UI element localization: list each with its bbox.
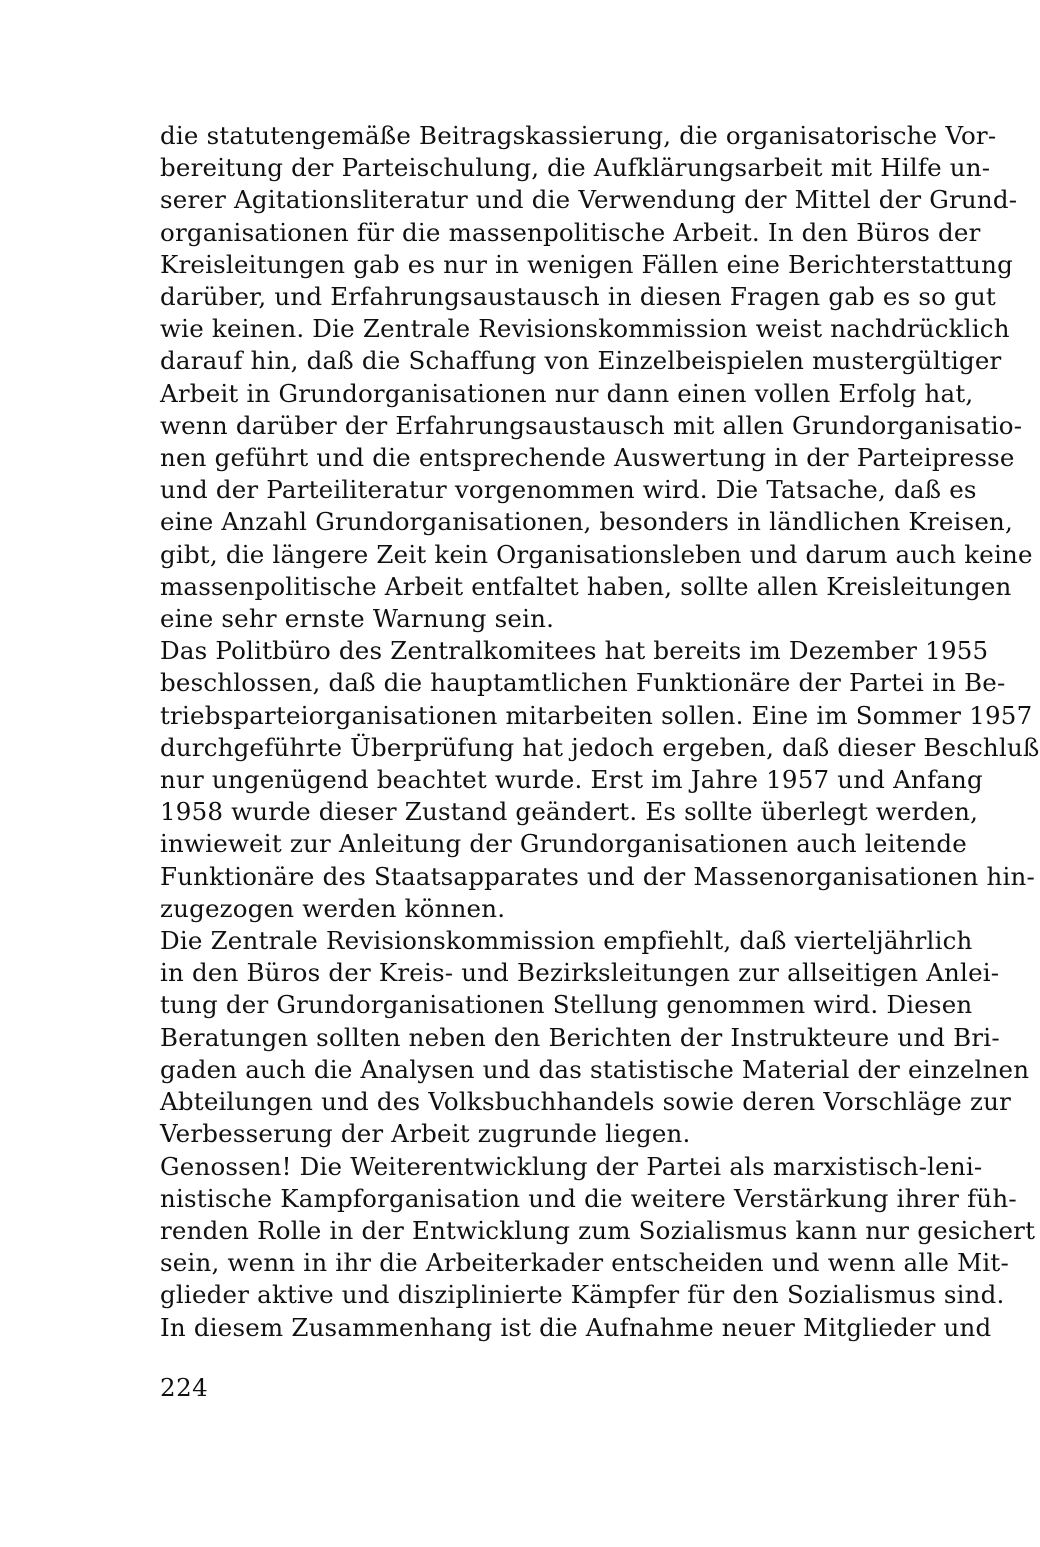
text-line: Abteilungen und des Volksbuchhandels sowie deren Vorschläge zur	[160, 1087, 1011, 1117]
text-line: wenn darüber der Erfahrungsaustausch mit allen Grundorganisatio-	[160, 410, 1023, 440]
text-line: 1958 wurde dieser Zustand geändert. Es sollte überlegt werden,	[160, 797, 979, 827]
text-line: und der Parteiliteratur vorgenommen wird. Die Tatsache, daß es	[160, 475, 977, 505]
text-line: eine Anzahl Grundorganisationen, besonders in ländlichen Kreisen,	[160, 507, 1013, 537]
text-line: darauf hin, daß die Schaffung von Einzelbeispielen mustergültiger	[160, 346, 1002, 376]
text-line: nur ungenügend beachtet wurde. Erst im Jahre 1957 und Anfang	[160, 765, 983, 795]
text-line: gibt, die längere Zeit kein Organisationsleben und darum auch keine	[160, 539, 1033, 569]
text-line: Funktionäre des Staatsapparates und der Massenorganisationen hin-	[160, 861, 1035, 891]
text-line-paragraph-start: Das Politbüro des Zentralkomitees hat bereits im Dezember 1955	[160, 636, 989, 666]
text-line-paragraph-end: zugezogen werden können.	[160, 893, 506, 923]
text-line: inwieweit zur Anleitung der Grundorganisationen auch leitende	[160, 829, 967, 859]
text-line: Arbeit in Grundorganisationen nur dann einen vollen Erfolg hat,	[160, 378, 974, 408]
text-line-paragraph-start: Die Zentrale Revisionskommission empfiehlt, daß vierteljährlich	[160, 926, 973, 956]
text-line: nistische Kampforganisation und die weitere Verstärkung ihrer füh-	[160, 1183, 1017, 1213]
page-number: 224	[160, 1373, 209, 1402]
text-line: tung der Grundorganisationen Stellung genommen wird. Diesen	[160, 990, 973, 1020]
text-line: massenpolitische Arbeit entfaltet haben, sollte allen Kreisleitungen	[160, 571, 1012, 601]
text-line: beschlossen, daß die hauptamtlichen Funktionäre der Partei in Be-	[160, 668, 1006, 698]
text-line: in den Büros der Kreis- und Bezirksleitungen zur allseitigen Anlei-	[160, 958, 1000, 988]
text-line: glieder aktive und disziplinierte Kämpfer für den Sozialismus sind.	[160, 1280, 1005, 1310]
text-line: triebsparteiorganisationen mitarbeiten sollen. Eine im Sommer 1957	[160, 700, 1033, 730]
text-line: wie keinen. Die Zentrale Revisionskommission weist nachdrücklich	[160, 314, 1010, 344]
text-line: sein, wenn in ihr die Arbeiterkader entscheiden und wenn alle Mit-	[160, 1248, 1009, 1278]
text-line: In diesem Zusammenhang ist die Aufnahme neuer Mitglieder und	[160, 1312, 992, 1342]
text-line: bereitung der Parteischulung, die Aufklärungsarbeit mit Hilfe un-	[160, 153, 991, 183]
text-line: organisationen für die massenpolitische Arbeit. In den Büros der	[160, 217, 981, 247]
body-text	[160, 120, 1040, 1344]
text-line: nen geführt und die entsprechende Auswertung in der Parteipresse	[160, 443, 1015, 473]
text-line: renden Rolle in der Entwicklung zum Sozialismus kann nur gesichert	[160, 1215, 1036, 1245]
text-line: serer Agitationsliteratur und die Verwendung der Mittel der Grund-	[160, 185, 1018, 215]
text-line-paragraph-end: eine sehr ernste Warnung sein.	[160, 604, 555, 634]
text-line: Beratungen sollten neben den Berichten der Instrukteure und Bri-	[160, 1022, 1000, 1052]
text-line: die statutengemäße Beitragskassierung, die organisatorische Vor-	[160, 121, 997, 150]
text-line: darüber, und Erfahrungsaustausch in diesen Fragen gab es so gut	[160, 282, 996, 312]
text-line-paragraph-start: Genossen! Die Weiterentwicklung der Partei als marxistisch-leni-	[160, 1151, 983, 1181]
text-line: gaden auch die Analysen und das statistische Material der einzelnen	[160, 1054, 1030, 1084]
text-line-paragraph-end: Verbesserung der Arbeit zugrunde liegen.	[160, 1119, 691, 1149]
text-line: Kreisleitungen gab es nur in wenigen Fällen eine Berichterstattung	[160, 249, 1014, 279]
text-line: durchgeführte Überprüfung hat jedoch ergeben, daß dieser Beschluß	[160, 732, 1040, 762]
